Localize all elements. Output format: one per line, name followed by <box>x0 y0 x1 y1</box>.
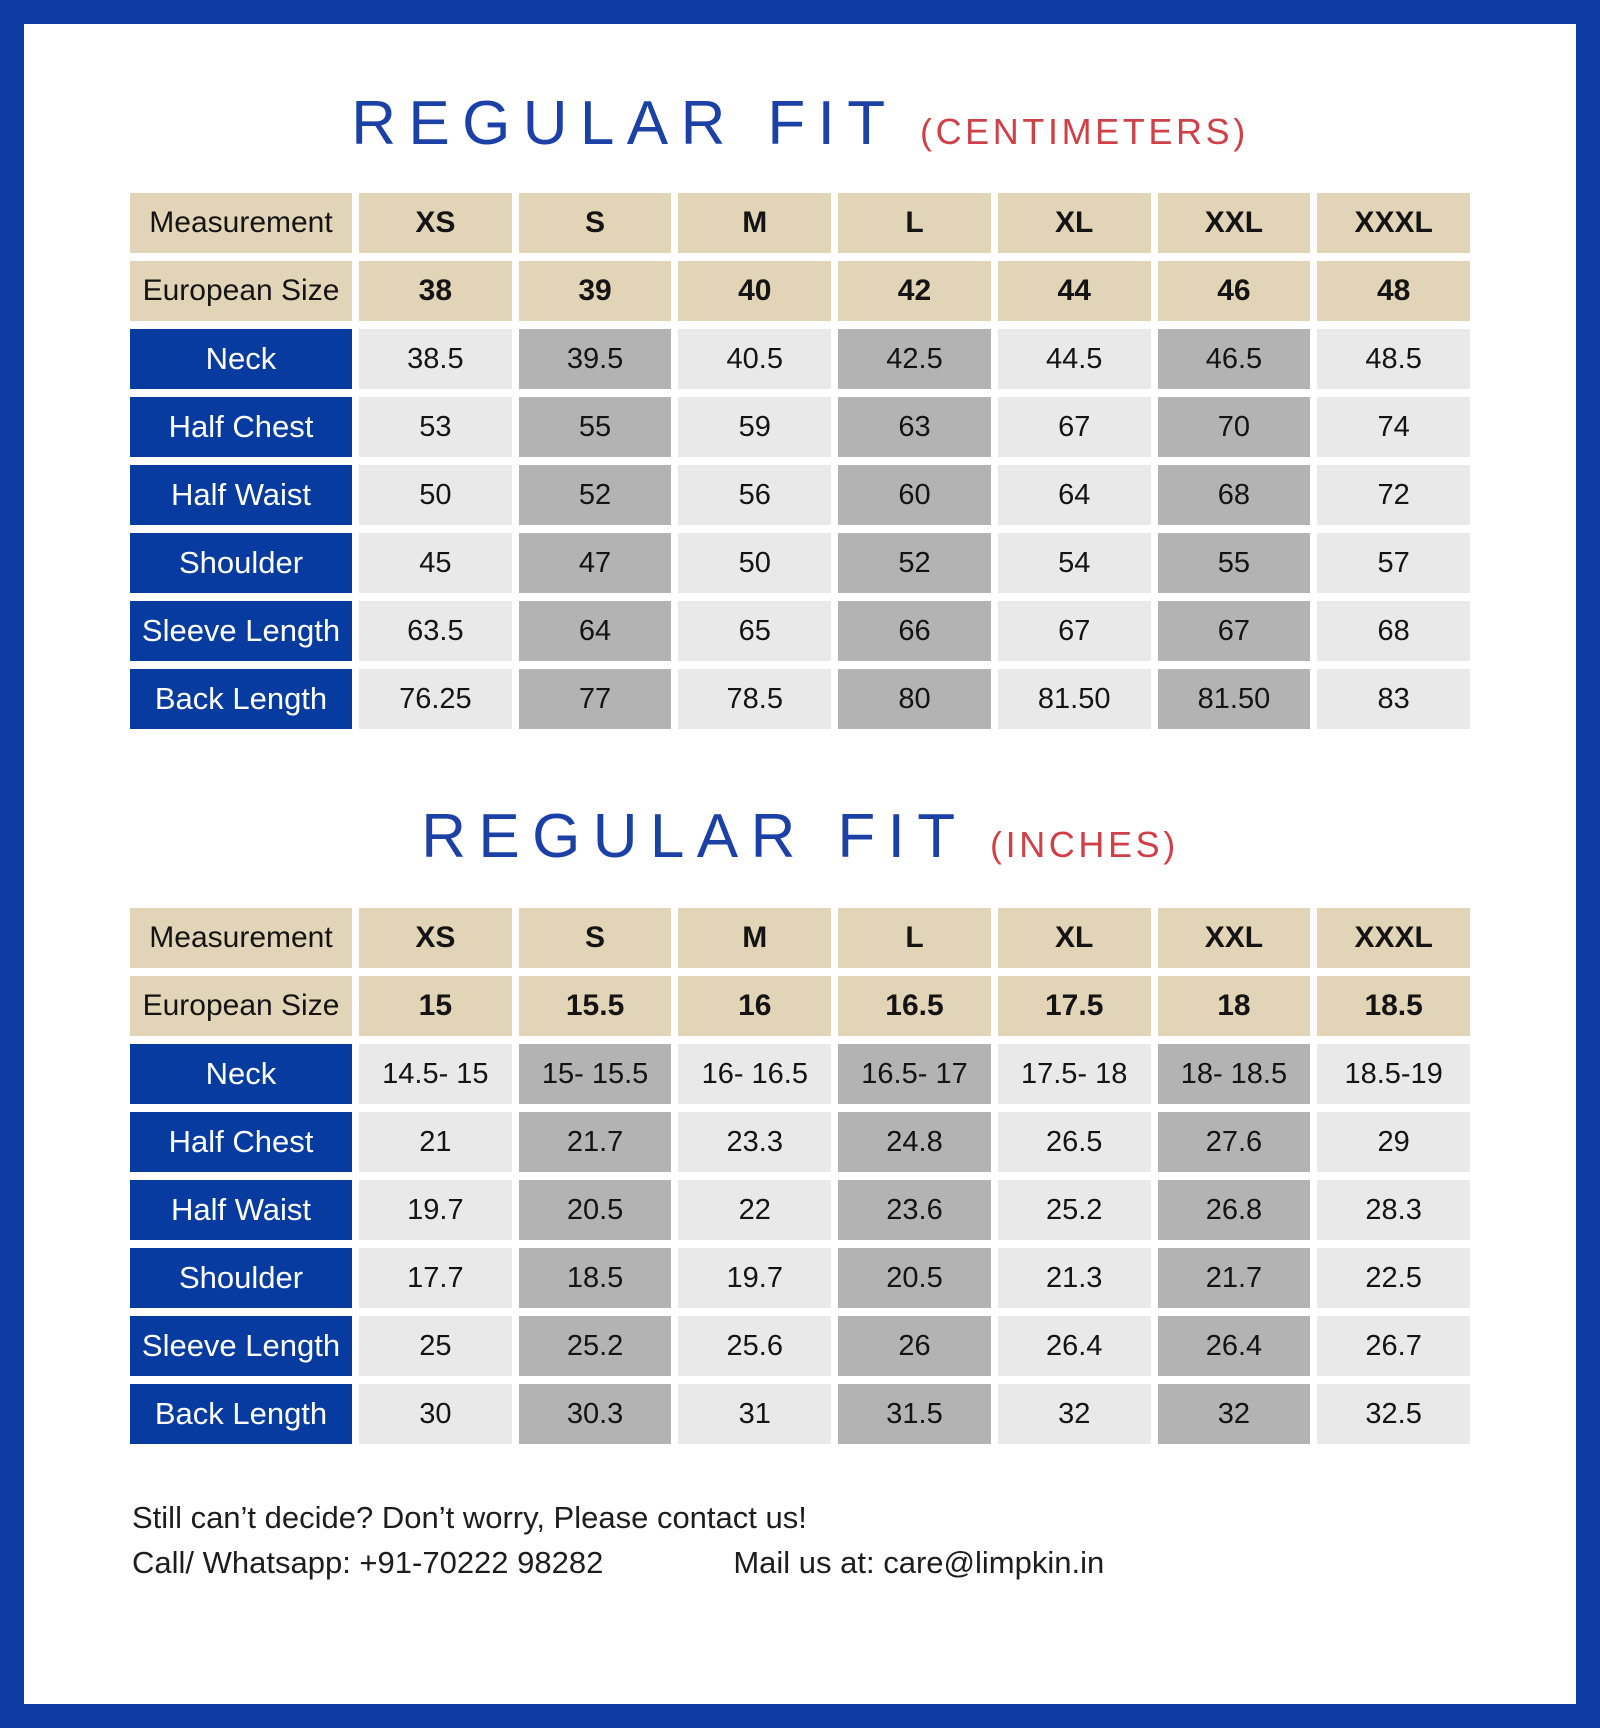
measurement-row-label: Half Waist <box>130 1180 352 1240</box>
measurement-value-cell: 25.2 <box>519 1316 672 1376</box>
measurement-value-cell: 31.5 <box>838 1384 991 1444</box>
measurement-value-cell: 21.7 <box>519 1112 672 1172</box>
european-size-value: 44 <box>998 261 1151 321</box>
cm-title-block <box>24 88 1576 159</box>
european-size-value: 16 <box>678 976 831 1036</box>
measurement-value-cell: 24.8 <box>838 1112 991 1172</box>
measurement-row-label: Back Length <box>130 669 352 729</box>
measurement-value-cell: 63 <box>838 397 991 457</box>
measurement-value-cell: 19.7 <box>359 1180 512 1240</box>
measurement-value-cell: 59 <box>678 397 831 457</box>
inches-title-text: REGULAR FIT <box>421 802 968 871</box>
size-column-header: XS <box>359 908 512 968</box>
measurement-value-cell: 26.7 <box>1317 1316 1470 1376</box>
measurement-value-cell: 17.5- 18 <box>998 1044 1151 1104</box>
measurement-value-cell: 39.5 <box>519 329 672 389</box>
measurement-value-cell: 23.3 <box>678 1112 831 1172</box>
measurement-value-cell: 56 <box>678 465 831 525</box>
measurement-header-cell: Measurement <box>130 193 352 253</box>
measurement-value-cell: 26.4 <box>998 1316 1151 1376</box>
measurement-value-cell: 20.5 <box>519 1180 672 1240</box>
measurement-row-label: Shoulder <box>130 1248 352 1308</box>
measurement-value-cell: 76.25 <box>359 669 512 729</box>
measurement-value-cell: 27.6 <box>1158 1112 1311 1172</box>
size-table-centimeters <box>130 193 1470 729</box>
measurement-value-cell: 16.5- 17 <box>838 1044 991 1104</box>
footer-contact-line <box>132 1541 1576 1586</box>
measurement-value-cell: 83 <box>1317 669 1470 729</box>
measurement-value-cell: 64 <box>519 601 672 661</box>
measurement-value-cell: 55 <box>1158 533 1311 593</box>
european-size-value: 38 <box>359 261 512 321</box>
measurement-value-cell: 21.3 <box>998 1248 1151 1308</box>
measurement-row-label: Neck <box>130 1044 352 1104</box>
measurement-value-cell: 18.5 <box>519 1248 672 1308</box>
measurement-value-cell: 64 <box>998 465 1151 525</box>
measurement-value-cell: 66 <box>838 601 991 661</box>
size-column-header: S <box>519 908 672 968</box>
measurement-value-cell: 30 <box>359 1384 512 1444</box>
measurement-row-label: Back Length <box>130 1384 352 1444</box>
size-column-header: XS <box>359 193 512 253</box>
measurement-value-cell: 72 <box>1317 465 1470 525</box>
measurement-value-cell: 63.5 <box>359 601 512 661</box>
measurement-value-cell: 67 <box>1158 601 1311 661</box>
measurement-row-label: Half Chest <box>130 397 352 457</box>
footer-email: Mail us at: care@limpkin.in <box>733 1544 1105 1580</box>
size-column-header: XXL <box>1158 193 1311 253</box>
european-size-value: 16.5 <box>838 976 991 1036</box>
measurement-value-cell: 29 <box>1317 1112 1470 1172</box>
measurement-value-cell: 78.5 <box>678 669 831 729</box>
measurement-value-cell: 32 <box>1158 1384 1311 1444</box>
inches-title-unit: (INCHES) <box>990 824 1179 865</box>
measurement-value-cell: 68 <box>1158 465 1311 525</box>
footer-help-text: Still can’t decide? Don’t worry, Please contact us! <box>132 1500 807 1535</box>
measurement-row-label: Sleeve Length <box>130 601 352 661</box>
measurement-value-cell: 54 <box>998 533 1151 593</box>
measurement-value-cell: 16- 16.5 <box>678 1044 831 1104</box>
measurement-value-cell: 57 <box>1317 533 1470 593</box>
measurement-value-cell: 20.5 <box>838 1248 991 1308</box>
size-column-header: XXL <box>1158 908 1311 968</box>
european-size-value: 40 <box>678 261 831 321</box>
measurement-value-cell: 18.5-19 <box>1317 1044 1470 1104</box>
measurement-header-cell: Measurement <box>130 908 352 968</box>
centimeters-section <box>24 88 1576 729</box>
measurement-value-cell: 25.6 <box>678 1316 831 1376</box>
measurement-value-cell: 44.5 <box>998 329 1151 389</box>
european-size-header-cell: European Size <box>130 976 352 1036</box>
footer-phone: Call/ Whatsapp: +91-70222 98282 <box>132 1544 604 1580</box>
measurement-value-cell: 48.5 <box>1317 329 1470 389</box>
inches-title-block <box>24 801 1576 872</box>
measurement-value-cell: 46.5 <box>1158 329 1311 389</box>
measurement-value-cell: 52 <box>838 533 991 593</box>
measurement-value-cell: 21.7 <box>1158 1248 1311 1308</box>
measurement-value-cell: 22.5 <box>1317 1248 1470 1308</box>
european-size-value: 48 <box>1317 261 1470 321</box>
measurement-value-cell: 68 <box>1317 601 1470 661</box>
measurement-value-cell: 81.50 <box>998 669 1151 729</box>
measurement-value-cell: 65 <box>678 601 831 661</box>
measurement-value-cell: 26.5 <box>998 1112 1151 1172</box>
european-size-value: 42 <box>838 261 991 321</box>
european-size-value: 18.5 <box>1317 976 1470 1036</box>
measurement-value-cell: 77 <box>519 669 672 729</box>
size-column-header: L <box>838 193 991 253</box>
european-size-value: 39 <box>519 261 672 321</box>
measurement-row-label: Half Waist <box>130 465 352 525</box>
measurement-row-label: Sleeve Length <box>130 1316 352 1376</box>
measurement-value-cell: 47 <box>519 533 672 593</box>
footer <box>132 1496 1576 1586</box>
measurement-value-cell: 80 <box>838 669 991 729</box>
measurement-value-cell: 22 <box>678 1180 831 1240</box>
european-size-value: 18 <box>1158 976 1311 1036</box>
size-column-header: L <box>838 908 991 968</box>
measurement-value-cell: 19.7 <box>678 1248 831 1308</box>
measurement-value-cell: 50 <box>359 465 512 525</box>
measurement-value-cell: 23.6 <box>838 1180 991 1240</box>
measurement-value-cell: 21 <box>359 1112 512 1172</box>
measurement-value-cell: 28.3 <box>1317 1180 1470 1240</box>
measurement-row-label: Half Chest <box>130 1112 352 1172</box>
size-column-header: M <box>678 193 831 253</box>
measurement-value-cell: 25 <box>359 1316 512 1376</box>
measurement-value-cell: 55 <box>519 397 672 457</box>
measurement-value-cell: 31 <box>678 1384 831 1444</box>
size-column-header: S <box>519 193 672 253</box>
measurement-value-cell: 50 <box>678 533 831 593</box>
measurement-value-cell: 38.5 <box>359 329 512 389</box>
measurement-value-cell: 26.8 <box>1158 1180 1311 1240</box>
european-size-value: 17.5 <box>998 976 1151 1036</box>
measurement-value-cell: 67 <box>998 601 1151 661</box>
measurement-value-cell: 32.5 <box>1317 1384 1470 1444</box>
measurement-row-label: Shoulder <box>130 533 352 593</box>
measurement-value-cell: 70 <box>1158 397 1311 457</box>
measurement-value-cell: 30.3 <box>519 1384 672 1444</box>
cm-title-unit: (CENTIMETERS) <box>920 111 1249 152</box>
measurement-value-cell: 18- 18.5 <box>1158 1044 1311 1104</box>
measurement-value-cell: 53 <box>359 397 512 457</box>
european-size-value: 46 <box>1158 261 1311 321</box>
measurement-value-cell: 26 <box>838 1316 991 1376</box>
measurement-value-cell: 42.5 <box>838 329 991 389</box>
european-size-header-cell: European Size <box>130 261 352 321</box>
measurement-value-cell: 45 <box>359 533 512 593</box>
measurement-value-cell: 17.7 <box>359 1248 512 1308</box>
size-column-header: XL <box>998 908 1151 968</box>
measurement-value-cell: 32 <box>998 1384 1151 1444</box>
measurement-value-cell: 15- 15.5 <box>519 1044 672 1104</box>
measurement-value-cell: 81.50 <box>1158 669 1311 729</box>
measurement-value-cell: 25.2 <box>998 1180 1151 1240</box>
inches-section <box>24 801 1576 1444</box>
measurement-value-cell: 74 <box>1317 397 1470 457</box>
measurement-row-label: Neck <box>130 329 352 389</box>
measurement-value-cell: 52 <box>519 465 672 525</box>
measurement-value-cell: 26.4 <box>1158 1316 1311 1376</box>
size-table-inches <box>130 908 1470 1444</box>
cm-title-text: REGULAR FIT <box>351 89 898 158</box>
measurement-value-cell: 60 <box>838 465 991 525</box>
european-size-value: 15.5 <box>519 976 672 1036</box>
european-size-value: 15 <box>359 976 512 1036</box>
measurement-value-cell: 14.5- 15 <box>359 1044 512 1104</box>
size-column-header: M <box>678 908 831 968</box>
size-column-header: XXXL <box>1317 193 1470 253</box>
size-column-header: XL <box>998 193 1151 253</box>
size-column-header: XXXL <box>1317 908 1470 968</box>
measurement-value-cell: 67 <box>998 397 1151 457</box>
measurement-value-cell: 40.5 <box>678 329 831 389</box>
